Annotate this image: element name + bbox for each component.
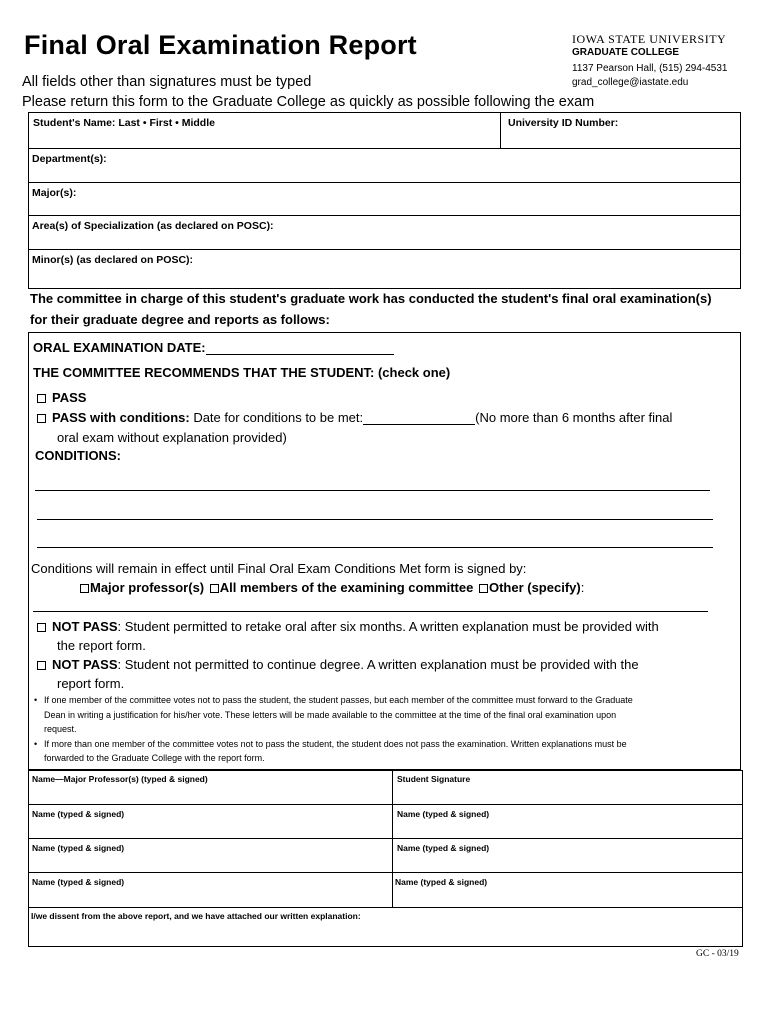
committee-signature-field-6[interactable]: Name (typed & signed) xyxy=(395,877,488,887)
not-pass-discontinue-text: : Student not permitted to continue degree. A written explanation must be provided with the xyxy=(117,657,639,672)
all-members-label: All members of the examining committee xyxy=(219,580,474,595)
university-name: IOWA STATE UNIVERSITY xyxy=(572,32,727,46)
other-specify-line[interactable] xyxy=(33,611,708,612)
major-field[interactable]: Major(s): xyxy=(32,187,77,199)
form-code: GC - 03/19 xyxy=(696,949,739,959)
note-1-line-1: If one member of the committee votes not to pass the student, the student passes, but each member of the committee must forward to the Graduate xyxy=(44,695,633,705)
pass-option[interactable] xyxy=(37,390,86,405)
recommend-label: THE COMMITTEE RECOMMENDS THAT THE STUDENT: (check one) xyxy=(33,365,451,380)
pass-checkbox[interactable] xyxy=(37,394,46,403)
bullet-1-marker: • xyxy=(34,695,38,705)
university-id-field[interactable]: University ID Number: xyxy=(508,117,619,129)
college-address: 1137 Pearson Hall, (515) 294-4531 xyxy=(572,63,728,74)
pass-conditions-checkbox[interactable] xyxy=(37,414,46,423)
divider xyxy=(392,770,393,908)
pass-label: PASS xyxy=(52,390,87,405)
note-2-line-1: If more than one member of the committee votes not to pass the student, the student does not pass the examination. Written explanations must be xyxy=(44,739,627,749)
exam-date-label: ORAL EXAMINATION DATE: xyxy=(33,340,206,355)
divider xyxy=(28,838,743,839)
note-1-line-2: Dean in writing a justification for his/her vote. These letters will be made available to the committee at the time of the final oral examination upon xyxy=(44,710,617,720)
committee-statement-line-1: The committee in charge of this student's graduate work has conducted the student's final oral examination(s) xyxy=(30,291,712,306)
all-members-checkbox[interactable] xyxy=(210,584,219,593)
divider xyxy=(28,804,743,805)
not-pass-retake-text: : Student permitted to retake oral after six months. A written explanation must be provided with xyxy=(117,619,659,634)
page-title: Final Oral Examination Report xyxy=(24,30,417,60)
other-checkbox[interactable] xyxy=(479,584,488,593)
not-pass-retake-label: NOT PASS xyxy=(52,619,118,634)
instruction-typed: All fields other than signatures must be typed xyxy=(22,74,312,90)
major-professor-label: Major professor(s) xyxy=(90,580,205,595)
divider xyxy=(28,249,741,250)
committee-signature-field-4[interactable]: Name (typed & signed) xyxy=(397,843,490,853)
not-pass-discontinue-option[interactable] xyxy=(37,657,639,672)
major-professor-checkbox[interactable] xyxy=(80,584,89,593)
conditions-remain-text: Conditions will remain in effect until Final Oral Exam Conditions Met form is signed by: xyxy=(31,561,527,576)
pass-conditions-date-label: Date for conditions to be met: xyxy=(189,410,364,425)
exam-date-blank[interactable] xyxy=(206,342,394,355)
divider xyxy=(28,872,743,873)
bullet-2-marker: • xyxy=(34,739,38,749)
exam-date-field[interactable] xyxy=(33,340,394,355)
student-name-field[interactable]: Student's Name: Last • First • Middle xyxy=(33,117,215,129)
committee-statement-line-2: for their graduate degree and reports as follows: xyxy=(30,312,330,327)
student-signature-field[interactable]: Student Signature xyxy=(397,774,471,784)
conditions-line-2[interactable] xyxy=(37,519,713,520)
dissent-field[interactable]: I/we dissent from the above report, and we have attached our written explanation: xyxy=(31,911,361,921)
signed-by-options xyxy=(80,580,584,595)
specialization-field[interactable]: Area(s) of Specialization (as declared on POSC): xyxy=(32,220,274,232)
note-1-line-3: request. xyxy=(44,724,77,734)
college-name: GRADUATE COLLEGE xyxy=(572,47,680,58)
conditions-date-blank[interactable] xyxy=(363,412,475,425)
pass-conditions-option[interactable] xyxy=(37,410,672,425)
not-pass-discontinue-text-2: report form. xyxy=(57,676,125,691)
conditions-line-1[interactable] xyxy=(35,490,710,491)
other-colon: : xyxy=(580,580,585,595)
note-2-line-2: forwarded to the Graduate College with the report form. xyxy=(44,753,265,763)
committee-signature-field-1[interactable]: Name (typed & signed) xyxy=(32,809,125,819)
university-logo xyxy=(572,32,726,47)
divider xyxy=(28,215,741,216)
divider xyxy=(28,182,741,183)
major-professor-signature-field[interactable]: Name—Major Professor(s) (typed & signed) xyxy=(32,774,208,784)
conditions-label: CONDITIONS: xyxy=(35,448,121,463)
conditions-line-3[interactable] xyxy=(37,547,713,548)
college-email: grad_college@iastate.edu xyxy=(572,77,689,88)
divider xyxy=(28,148,741,149)
committee-signature-field-3[interactable]: Name (typed & signed) xyxy=(32,843,125,853)
not-pass-retake-checkbox[interactable] xyxy=(37,623,46,632)
committee-signature-field-2[interactable]: Name (typed & signed) xyxy=(397,809,490,819)
instruction-return: Please return this form to the Graduate College as quickly as possible following the exam xyxy=(22,94,595,110)
department-field[interactable]: Department(s): xyxy=(32,153,107,165)
committee-signature-field-5[interactable]: Name (typed & signed) xyxy=(32,877,125,887)
not-pass-discontinue-label: NOT PASS xyxy=(52,657,118,672)
divider xyxy=(500,112,501,149)
pass-conditions-label: PASS with conditions: xyxy=(52,410,190,425)
pass-conditions-note: (No more than 6 months after final xyxy=(475,410,673,425)
pass-conditions-note-2: oral exam without explanation provided) xyxy=(57,430,287,445)
minor-field[interactable]: Minor(s) (as declared on POSC): xyxy=(32,254,194,266)
not-pass-retake-text-2: the report form. xyxy=(57,638,146,653)
not-pass-retake-option[interactable] xyxy=(37,619,659,634)
divider xyxy=(28,907,743,908)
not-pass-discontinue-checkbox[interactable] xyxy=(37,661,46,670)
other-label: Other (specify) xyxy=(488,580,581,595)
